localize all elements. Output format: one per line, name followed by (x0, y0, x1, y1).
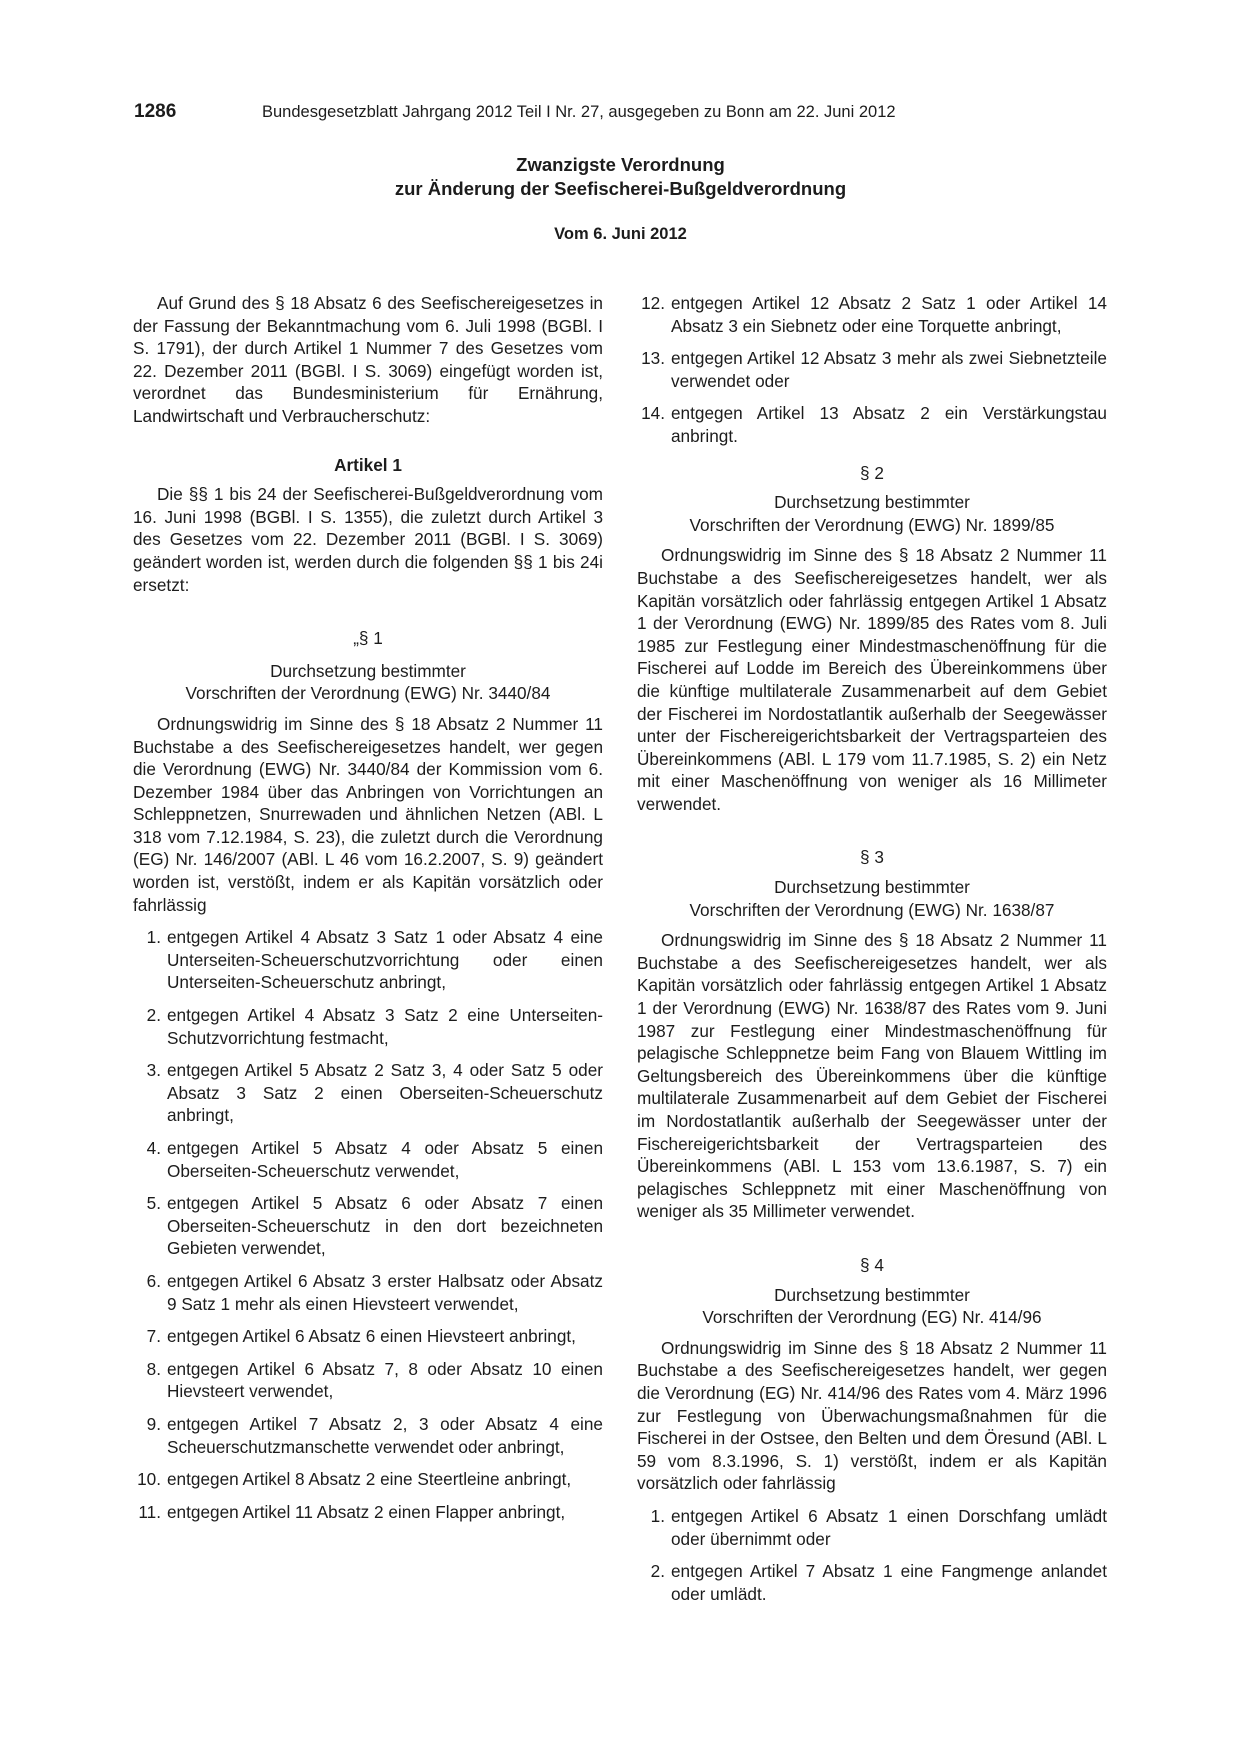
list-item-text: entgegen Artikel 5 Absatz 6 oder Absatz 7 einen Oberseiten-Scheuerschutz in den dort bezeichneten Gebieten verwendet, (167, 1193, 603, 1259)
section-4-title-line2: Vorschriften der Verordnung (EG) Nr. 414/96 (702, 1307, 1042, 1328)
section-3-text: Ordnungswidrig im Sinne des § 18 Absatz 2 Nummer 11 Buchstabe a des Seefischereigesetzes handelt, wer als Kapitän vorsätzlich oder fahrlässig entgegen Artikel 1 Absatz 1 der Verordnung (EWG) Nr. 1638/87 des Rates vom 9. Juni 1987 zur Festlegung einer Mindestmaschenöffnung für pelagische Schleppnetze beim Fang von Blauem Wittling im Geltungsbereich des Übereinkommens über die künftige multilaterale Zusammenarbeit auf dem Gebiet der Fischerei im Nordostatlantik außerhalb der Seegewässer unter der Fischereigerichtsbarkeit der Vertragsparteien des Übereinkommens (ABl. L 153 vom 13.6.1987, S. 7) ein pelagisches Schleppnetz mit einer Maschenöffnung von weniger als 35 Millimeter verwendet. (637, 930, 1107, 1222)
list-item (133, 1468, 603, 1491)
section-2-title-line2: Vorschriften der Verordnung (EWG) Nr. 1899/85 (689, 514, 1055, 535)
section-1-title-line2: Vorschriften der Verordnung (EWG) Nr. 3440/84 (185, 683, 551, 704)
document-date: Vom 6. Juni 2012 (554, 225, 687, 243)
preamble: Auf Grund des § 18 Absatz 6 des Seefischereigesetzes in der Fassung der Bekanntmachung vom 6. Juli 1998 (BGBl. I S. 1791), der durch Artikel 1 Nummer 7 des Gesetzes vom 22. Dezember 2011 (BGBl. I S. 3069) eingefügt worden ist, verordnet das Bundesministerium für Ernährung, Landwirtschaft und Verbraucherschutz: (133, 293, 603, 426)
list-item (133, 926, 603, 994)
article-heading: Artikel 1 (334, 454, 402, 475)
list-item (133, 1413, 603, 1458)
list-item-text: entgegen Artikel 5 Absatz 4 oder Absatz 5 einen Oberseiten-Scheuerschutz verwendet, (167, 1138, 603, 1181)
list-item (637, 1505, 1107, 1550)
section-1-list-continued (637, 292, 1107, 448)
right-column (637, 292, 1107, 1615)
list-item (133, 1358, 603, 1403)
list-item-number: 1. (650, 1505, 665, 1526)
article-text: Die §§ 1 bis 24 der Seefischerei-Bußgeldverordnung vom 16. Juni 1998 (BGBl. I S. 1355), die zuletzt durch Artikel 3 des Gesetzes vom 22. Dezember 2011 (BGBl. I S. 3069) geändert worden ist, werden durch die folgenden §§ 1 bis 24i ersetzt: (133, 484, 603, 595)
section-1-title-line1: Durchsetzung bestimmter (270, 660, 466, 681)
list-item (133, 1501, 603, 1524)
section-1-label: „§ 1 (353, 628, 383, 649)
list-item-text: entgegen Artikel 6 Absatz 7, 8 oder Absatz 10 einen Hievsteert verwendet, (167, 1358, 603, 1402)
list-item (637, 347, 1107, 392)
list-item-text: entgegen Artikel 4 Absatz 3 Satz 2 eine Unterseiten-Schutzvorrichtung festmacht, (167, 1005, 603, 1048)
section-3-title-line2: Vorschriften der Verordnung (EWG) Nr. 1638/87 (689, 899, 1055, 920)
section-2-label: § 2 (860, 462, 884, 483)
list-item-number: 6. (146, 1270, 161, 1291)
list-item-number: 12. (641, 293, 665, 313)
list-item-number: 10. (137, 1469, 161, 1490)
running-header: Bundesgesetzblatt Jahrgang 2012 Teil I Nr. 27, ausgegeben zu Bonn am 22. Juni 2012 (262, 103, 896, 121)
list-item-number: 7. (146, 1326, 161, 1347)
list-item (133, 1192, 603, 1260)
list-item-text: entgegen Artikel 7 Absatz 1 eine Fangmenge anlandet oder umlädt. (671, 1561, 1107, 1604)
section-3-title-line1: Durchsetzung bestimmter (774, 877, 970, 898)
list-item (637, 292, 1107, 337)
list-item-text: entgegen Artikel 5 Absatz 2 Satz 3, 4 oder Satz 5 oder Absatz 3 Satz 2 einen Oberseiten-Scheuerschutz anbringt, (167, 1060, 603, 1126)
list-item-text: entgegen Artikel 12 Absatz 2 Satz 1 oder Artikel 14 Absatz 3 ein Siebnetz oder eine Torquette anbringt, (671, 293, 1107, 336)
list-item (637, 1560, 1107, 1605)
section-4-label: § 4 (860, 1254, 884, 1275)
document-subtitle: zur Änderung der Seefischerei-Bußgeldverordnung (394, 178, 847, 199)
list-item-number: 1. (146, 927, 161, 948)
list-item-number: 9. (146, 1413, 161, 1434)
list-item (133, 1325, 603, 1348)
list-item-text: entgegen Artikel 7 Absatz 2, 3 oder Absatz 4 eine Scheuerschutzmanschette verwendet oder anbringt, (167, 1413, 603, 1457)
section-4-text: Ordnungswidrig im Sinne des § 18 Absatz 2 Nummer 11 Buchstabe a des Seefischereigesetzes handelt, wer gegen die Verordnung (EG) Nr. 414/96 des Rates vom 4. März 1996 zur Festlegung von Überwachungsmaßnahmen für die Fischerei in der Ostsee, den Belten und dem Öresund (ABl. L 59 vom 8.3.1996, S. 1) verstößt, indem er als Kapitän vorsätzlich oder fahrlässig (637, 1337, 1107, 1494)
list-item-number: 14. (641, 403, 665, 424)
section-1-text: Ordnungswidrig im Sinne des § 18 Absatz 2 Nummer 11 Buchstabe a des Seefischereigesetzes handelt, wer gegen die Verordnung (EWG) Nr. 3440/84 der Kommission vom 6. Dezember 1984 über das Anbringen von Vorrichtungen an Schleppnetzen, Snurrewaden und ähnlichen Netzen (ABl. L 318 vom 7.12.1984, S. 23), die zuletzt durch die Verordnung (EG) Nr. 146/2007 (ABl. L 46 vom 16.2.2007, S. 9) geändert worden ist, verstößt, indem er als Kapitän vorsätzlich oder fahrlässig (133, 713, 603, 915)
list-item-number: 13. (641, 348, 665, 369)
left-column (133, 292, 603, 1533)
list-item-text: entgegen Artikel 6 Absatz 3 erster Halbsatz oder Absatz 9 Satz 1 mehr als einen Hievsteert verwendet, (167, 1270, 603, 1314)
section-3-label: § 3 (860, 847, 884, 868)
list-item-number: 5. (146, 1193, 161, 1214)
list-item (133, 1137, 603, 1182)
list-item-text: entgegen Artikel 4 Absatz 3 Satz 1 oder Absatz 4 eine Unterseiten-Scheuerschutzvorrichtung oder einen Unterseiten-Scheuerschutz anbringt, (167, 927, 603, 993)
list-item-number: 2. (650, 1561, 665, 1582)
section-2-title-line1: Durchsetzung bestimmter (774, 492, 970, 513)
list-item-number: 11. (138, 1501, 161, 1522)
list-item (637, 402, 1107, 447)
list-item-text: entgegen Artikel 11 Absatz 2 einen Flapper anbringt, (167, 1501, 566, 1522)
list-item (133, 1270, 603, 1315)
list-item-number: 3. (146, 1060, 161, 1081)
section-4-title-line1: Durchsetzung bestimmter (774, 1284, 970, 1305)
list-item (133, 1004, 603, 1049)
list-item-text: entgegen Artikel 12 Absatz 3 mehr als zwei Siebnetzteile verwendet oder (671, 348, 1107, 391)
list-item-text: entgegen Artikel 13 Absatz 2 ein Verstärkungstau anbringt. (671, 403, 1107, 446)
list-item-number: 4. (146, 1138, 161, 1158)
list-item-text: entgegen Artikel 6 Absatz 1 einen Dorschfang umlädt oder übernimmt oder (671, 1505, 1107, 1549)
document-title: Zwanzigste Verordnung (516, 154, 725, 175)
list-item-text: entgegen Artikel 6 Absatz 6 einen Hievsteert anbringt, (167, 1326, 576, 1347)
section-4-list (637, 1505, 1107, 1605)
list-item (133, 1059, 603, 1127)
section-2-text: Ordnungswidrig im Sinne des § 18 Absatz 2 Nummer 11 Buchstabe a des Seefischereigesetzes handelt, wer als Kapitän vorsätzlich oder fahrlässig entgegen Artikel 1 Absatz 1 der Verordnung (EWG) Nr. 1899/85 des Rates vom 8. Juli 1985 zur Festlegung einer Mindestmaschenöffnung für die Fischerei auf Lodde im Bereich des Übereinkommens über die künftige multilaterale Zusammenarbeit auf dem Gebiet der Fischerei im Nordostatlantik außerhalb der Seegewässer unter der Fischereigerichtsbarkeit der Vertragsparteien des Übereinkommens (ABl. L 179 vom 11.7.1985, S. 2) ein Netz mit einer Maschenöffnung von weniger als 16 Millimeter verwendet. (637, 545, 1107, 814)
page-number: 1286 (134, 101, 177, 122)
list-item-text: entgegen Artikel 8 Absatz 2 eine Steertleine anbringt, (167, 1469, 572, 1490)
list-item-number: 8. (146, 1358, 161, 1379)
section-1-list (133, 926, 603, 1523)
list-item-number: 2. (146, 1005, 161, 1026)
